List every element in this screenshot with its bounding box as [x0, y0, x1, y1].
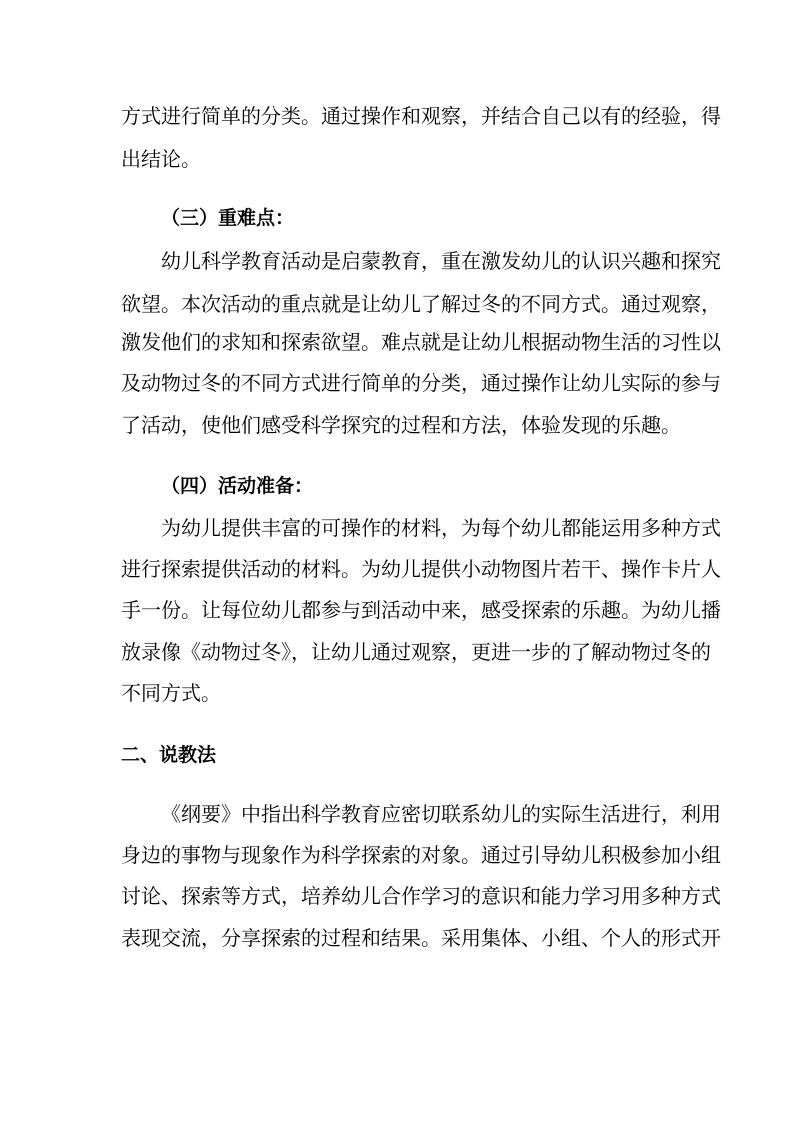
- paragraph-line: 表现交流，分享探索的过程和结果。采用集体、小组、个人的形式开: [121, 926, 721, 950]
- paragraph-line: 身边的事物与现象作为科学探索的对象。通过引导幼儿积极参加小组: [121, 843, 721, 867]
- section-heading-activity-preparation: （四）活动准备：: [161, 475, 314, 497]
- paragraph-line: 为幼儿提供丰富的可操作的材料，为每个幼儿都能运用多种方式: [161, 516, 721, 540]
- paragraph-line: 讨论、探索等方式，培养幼儿合作学习的意识和能力学习用多种方式: [121, 884, 721, 908]
- paragraph-line: 欲望。本次活动的重点就是让幼儿了解过冬的不同方式。通过观察，: [121, 292, 721, 316]
- paragraph-line: 及动物过冬的不同方式进行简单的分类，通过操作让幼儿实际的参与: [121, 371, 721, 395]
- section-heading-key-difficulties: （三）重难点：: [161, 207, 295, 229]
- paragraph-line: 了活动，使他们感受科学探究的过程和方法，体验发现的乐趣。: [121, 413, 681, 437]
- paragraph-line: 进行探索提供活动的材料。为幼儿提供小动物图片若干、操作卡片人: [121, 557, 721, 581]
- paragraph-line: 激发他们的求知和探索欲望。难点就是让幼儿根据动物生活的习性以: [121, 330, 721, 354]
- paragraph-line: 出结论。: [121, 147, 201, 171]
- paragraph-line: 幼儿科学教育活动是启蒙教育，重在激发幼儿的认识兴趣和探究: [161, 249, 721, 273]
- paragraph-line: 手一份。让每位幼儿都参与到活动中来，感受探索的乐趣。为幼儿播: [121, 598, 721, 622]
- paragraph-line: 放录像《动物过冬》，让幼儿通过观察，更进一步的了解动物过冬的: [121, 640, 711, 664]
- section-heading-teaching-method: 二、说教法: [121, 744, 217, 766]
- paragraph-line: 《纲要》中指出科学教育应密切联系幼儿的实际生活进行，利用: [161, 802, 721, 826]
- paragraph-line: 方式进行简单的分类。通过操作和观察，并结合自己以有的经验，得: [121, 104, 721, 128]
- paragraph-line: 不同方式。: [121, 681, 221, 705]
